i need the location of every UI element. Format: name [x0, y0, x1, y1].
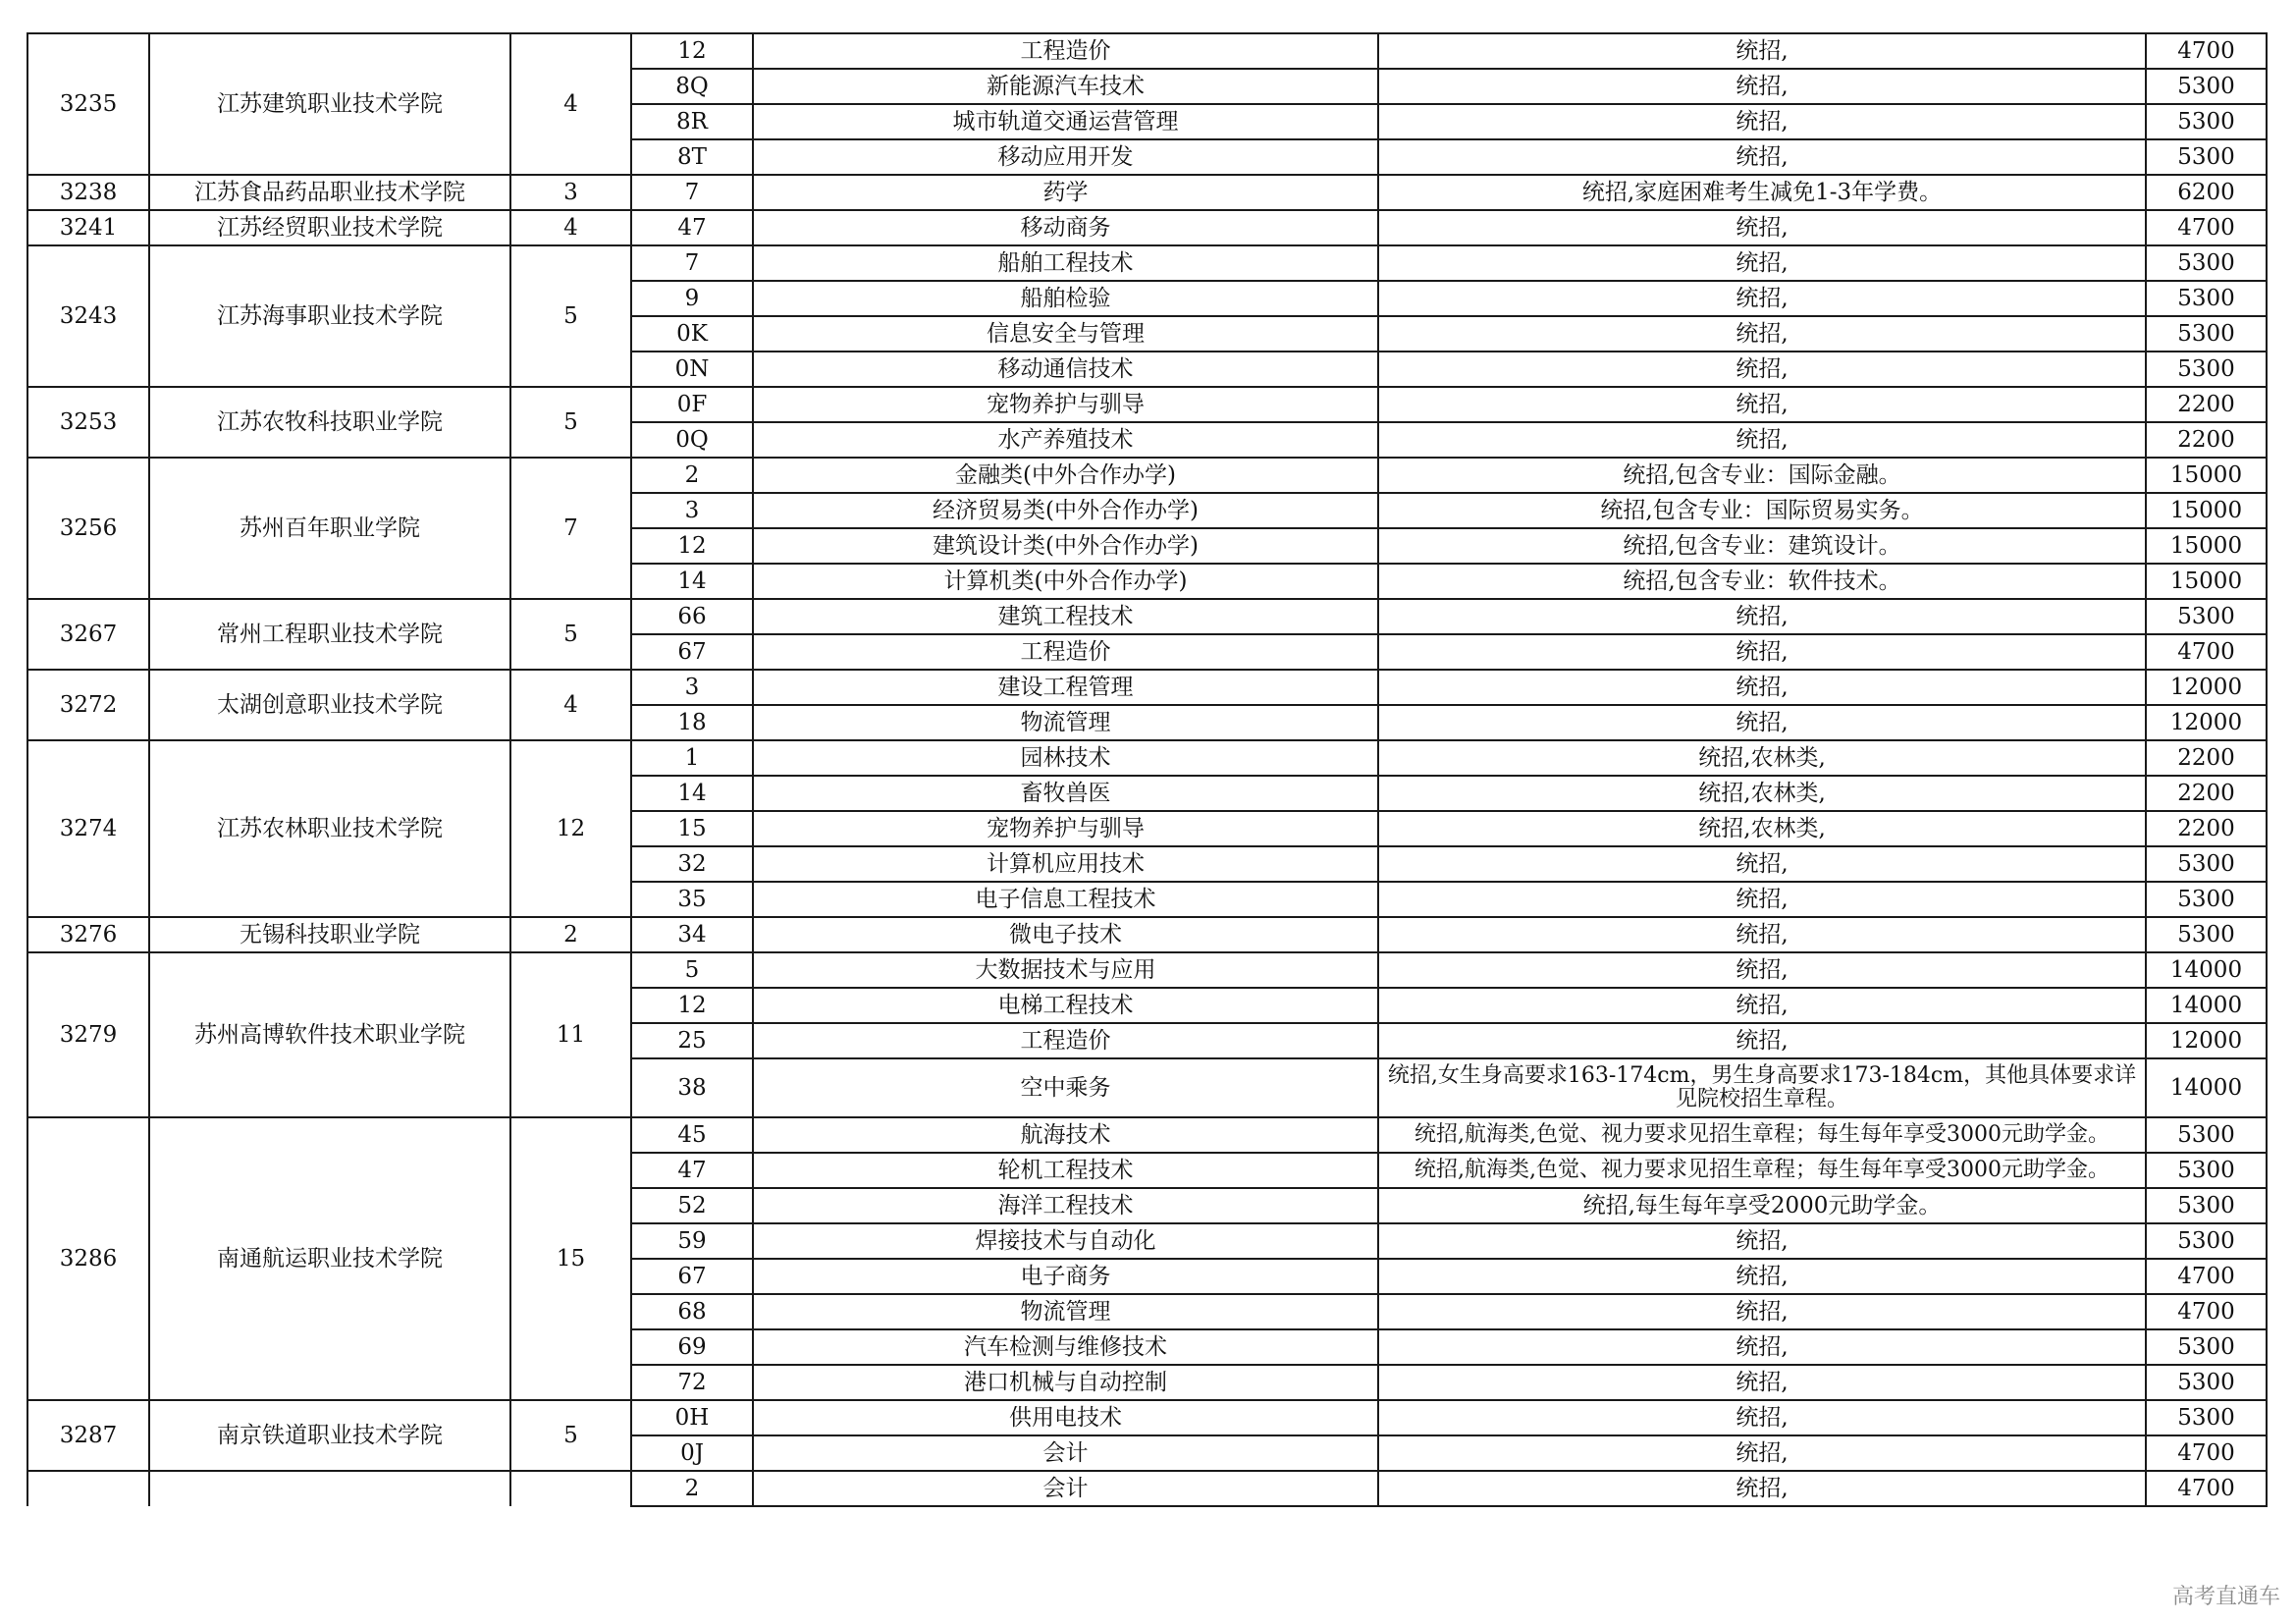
note-cell: 统招, — [1378, 634, 2146, 670]
fee-cell: 5300 — [2146, 352, 2267, 387]
watermark: 高考直通车 — [2171, 1585, 2280, 1609]
plan-count-cell: 15 — [510, 1117, 631, 1400]
major-code-cell: 8T — [631, 139, 753, 175]
major-name-cell: 海洋工程技术 — [753, 1188, 1378, 1223]
fee-cell: 15000 — [2146, 458, 2267, 493]
note-cell: 统招,包含专业：建筑设计。 — [1378, 528, 2146, 564]
plan-count-cell — [510, 1471, 631, 1506]
major-code-cell: 0H — [631, 1400, 753, 1435]
fee-cell: 12000 — [2146, 705, 2267, 740]
fee-cell: 4700 — [2146, 1435, 2267, 1471]
note-cell: 统招, — [1378, 387, 2146, 422]
plan-count-cell: 5 — [510, 599, 631, 670]
school-code-cell: 3243 — [27, 245, 149, 387]
school-code-cell: 3287 — [27, 1400, 149, 1471]
major-name-cell: 园林技术 — [753, 740, 1378, 776]
fee-cell: 5300 — [2146, 1365, 2267, 1400]
table-row — [27, 599, 2267, 634]
note-cell: 统招, — [1378, 1259, 2146, 1294]
major-name-cell: 轮机工程技术 — [753, 1153, 1378, 1188]
major-code-cell: 32 — [631, 846, 753, 882]
major-code-cell: 2 — [631, 1471, 753, 1506]
major-code-cell: 38 — [631, 1058, 753, 1117]
major-code-cell: 7 — [631, 175, 753, 210]
table-body — [27, 33, 2267, 1506]
major-name-cell: 航海技术 — [753, 1117, 1378, 1153]
major-code-cell: 69 — [631, 1329, 753, 1365]
major-code-cell: 12 — [631, 33, 753, 69]
major-code-cell: 0F — [631, 387, 753, 422]
major-name-cell: 物流管理 — [753, 1294, 1378, 1329]
fee-cell: 4700 — [2146, 1294, 2267, 1329]
major-name-cell: 新能源汽车技术 — [753, 69, 1378, 104]
note-cell: 统招, — [1378, 705, 2146, 740]
fee-cell: 5300 — [2146, 599, 2267, 634]
table-row — [27, 1117, 2267, 1153]
major-name-cell: 汽车检测与维修技术 — [753, 1329, 1378, 1365]
major-code-cell: 0Q — [631, 422, 753, 458]
major-code-cell: 59 — [631, 1223, 753, 1259]
school-name-cell: 江苏农林职业技术学院 — [149, 740, 510, 917]
note-cell: 统招, — [1378, 210, 2146, 245]
major-code-cell: 0J — [631, 1435, 753, 1471]
fee-cell: 5300 — [2146, 1117, 2267, 1153]
major-code-cell: 9 — [631, 281, 753, 316]
school-code-cell: 3235 — [27, 33, 149, 175]
school-name-cell: 南通航运职业技术学院 — [149, 1117, 510, 1400]
fee-cell: 14000 — [2146, 952, 2267, 988]
note-cell: 统招, — [1378, 670, 2146, 705]
fee-cell: 5300 — [2146, 846, 2267, 882]
note-cell: 统招, — [1378, 33, 2146, 69]
major-code-cell: 67 — [631, 1259, 753, 1294]
major-name-cell: 物流管理 — [753, 705, 1378, 740]
school-name-cell: 苏州高博软件技术职业学院 — [149, 952, 510, 1117]
major-name-cell: 建筑设计类(中外合作办学) — [753, 528, 1378, 564]
plan-count-cell: 2 — [510, 917, 631, 952]
table-row — [27, 1400, 2267, 1435]
school-name-cell: 常州工程职业技术学院 — [149, 599, 510, 670]
note-cell: 统招, — [1378, 917, 2146, 952]
note-cell: 统招,农林类, — [1378, 740, 2146, 776]
major-code-cell: 15 — [631, 811, 753, 846]
fee-cell: 15000 — [2146, 528, 2267, 564]
school-name-cell: 江苏食品药品职业技术学院 — [149, 175, 510, 210]
note-cell: 统招,农林类, — [1378, 776, 2146, 811]
fee-cell: 14000 — [2146, 988, 2267, 1023]
plan-count-cell: 12 — [510, 740, 631, 917]
note-cell: 统招, — [1378, 1400, 2146, 1435]
admission-plan-table — [27, 32, 2268, 1507]
fee-cell: 4700 — [2146, 33, 2267, 69]
note-cell: 统招, — [1378, 139, 2146, 175]
major-code-cell: 12 — [631, 528, 753, 564]
plan-count-cell: 4 — [510, 33, 631, 175]
fee-cell: 2200 — [2146, 422, 2267, 458]
fee-cell: 5300 — [2146, 1223, 2267, 1259]
fee-cell: 15000 — [2146, 564, 2267, 599]
major-name-cell: 电子商务 — [753, 1259, 1378, 1294]
note-cell: 统招, — [1378, 599, 2146, 634]
school-code-cell: 3276 — [27, 917, 149, 952]
major-code-cell: 52 — [631, 1188, 753, 1223]
plan-count-cell: 11 — [510, 952, 631, 1117]
note-cell: 统招, — [1378, 846, 2146, 882]
major-code-cell: 66 — [631, 599, 753, 634]
fee-cell: 12000 — [2146, 1023, 2267, 1058]
note-cell: 统招,女生身高要求163-174cm，男生身高要求173-184cm，其他具体要求详见院校招生章程。 — [1378, 1058, 2146, 1117]
table-row — [27, 210, 2267, 245]
major-name-cell: 移动通信技术 — [753, 352, 1378, 387]
major-code-cell: 47 — [631, 210, 753, 245]
note-cell: 统招, — [1378, 1223, 2146, 1259]
school-name-cell: 江苏建筑职业技术学院 — [149, 33, 510, 175]
major-name-cell: 计算机应用技术 — [753, 846, 1378, 882]
note-cell: 统招, — [1378, 1329, 2146, 1365]
major-name-cell: 电子信息工程技术 — [753, 882, 1378, 917]
major-name-cell: 移动应用开发 — [753, 139, 1378, 175]
fee-cell: 12000 — [2146, 670, 2267, 705]
major-code-cell: 67 — [631, 634, 753, 670]
note-cell: 统招,航海类,色觉、视力要求见招生章程；每生每年享受3000元助学金。 — [1378, 1117, 2146, 1153]
fee-cell: 2200 — [2146, 387, 2267, 422]
school-name-cell: 江苏经贸职业技术学院 — [149, 210, 510, 245]
major-name-cell: 空中乘务 — [753, 1058, 1378, 1117]
major-name-cell: 会计 — [753, 1471, 1378, 1506]
note-cell: 统招, — [1378, 1435, 2146, 1471]
major-code-cell: 2 — [631, 458, 753, 493]
school-code-cell: 3253 — [27, 387, 149, 458]
major-name-cell: 信息安全与管理 — [753, 316, 1378, 352]
note-cell: 统招, — [1378, 1471, 2146, 1506]
major-code-cell: 7 — [631, 245, 753, 281]
school-code-cell: 3279 — [27, 952, 149, 1117]
note-cell: 统招, — [1378, 882, 2146, 917]
fee-cell: 6200 — [2146, 175, 2267, 210]
school-code-cell: 3272 — [27, 670, 149, 740]
school-code-cell — [27, 1471, 149, 1506]
major-name-cell: 宠物养护与驯导 — [753, 387, 1378, 422]
note-cell: 统招,包含专业：国际贸易实务。 — [1378, 493, 2146, 528]
major-code-cell: 35 — [631, 882, 753, 917]
major-name-cell: 会计 — [753, 1435, 1378, 1471]
major-name-cell: 计算机类(中外合作办学) — [753, 564, 1378, 599]
fee-cell: 5300 — [2146, 316, 2267, 352]
major-code-cell: 8R — [631, 104, 753, 139]
school-code-cell: 3274 — [27, 740, 149, 917]
fee-cell: 2200 — [2146, 740, 2267, 776]
school-name-cell — [149, 1471, 510, 1506]
table-row — [27, 917, 2267, 952]
plan-count-cell: 5 — [510, 245, 631, 387]
fee-cell: 5300 — [2146, 1153, 2267, 1188]
note-cell: 统招,每生每年享受2000元助学金。 — [1378, 1188, 2146, 1223]
note-cell: 统招, — [1378, 281, 2146, 316]
table-row — [27, 387, 2267, 422]
note-cell: 统招, — [1378, 104, 2146, 139]
note-cell: 统招, — [1378, 69, 2146, 104]
major-name-cell: 工程造价 — [753, 634, 1378, 670]
fee-cell: 5300 — [2146, 104, 2267, 139]
school-code-cell: 3267 — [27, 599, 149, 670]
school-code-cell: 3286 — [27, 1117, 149, 1400]
major-code-cell: 45 — [631, 1117, 753, 1153]
table-row — [27, 740, 2267, 776]
major-code-cell: 12 — [631, 988, 753, 1023]
major-name-cell: 药学 — [753, 175, 1378, 210]
note-cell: 统招, — [1378, 1023, 2146, 1058]
major-code-cell: 68 — [631, 1294, 753, 1329]
table-row — [27, 1471, 2267, 1506]
fee-cell: 5300 — [2146, 917, 2267, 952]
fee-cell: 5300 — [2146, 1329, 2267, 1365]
major-name-cell: 水产养殖技术 — [753, 422, 1378, 458]
plan-count-cell: 4 — [510, 210, 631, 245]
school-name-cell: 江苏农牧科技职业学院 — [149, 387, 510, 458]
major-name-cell: 移动商务 — [753, 210, 1378, 245]
major-code-cell: 14 — [631, 564, 753, 599]
major-name-cell: 工程造价 — [753, 1023, 1378, 1058]
fee-cell: 4700 — [2146, 1471, 2267, 1506]
fee-cell: 4700 — [2146, 210, 2267, 245]
note-cell: 统招, — [1378, 245, 2146, 281]
table-row — [27, 670, 2267, 705]
plan-count-cell: 5 — [510, 1400, 631, 1471]
school-code-cell: 3238 — [27, 175, 149, 210]
table-row — [27, 458, 2267, 493]
note-cell: 统招,航海类,色觉、视力要求见招生章程；每生每年享受3000元助学金。 — [1378, 1153, 2146, 1188]
major-code-cell: 25 — [631, 1023, 753, 1058]
major-name-cell: 经济贸易类(中外合作办学) — [753, 493, 1378, 528]
major-code-cell: 5 — [631, 952, 753, 988]
fee-cell: 5300 — [2146, 1188, 2267, 1223]
fee-cell: 14000 — [2146, 1058, 2267, 1117]
plan-count-cell: 7 — [510, 458, 631, 599]
note-cell: 统招, — [1378, 422, 2146, 458]
major-code-cell: 0K — [631, 316, 753, 352]
note-cell: 统招,家庭困难考生减免1-3年学费。 — [1378, 175, 2146, 210]
table-row — [27, 952, 2267, 988]
note-cell: 统招, — [1378, 1294, 2146, 1329]
school-code-cell: 3241 — [27, 210, 149, 245]
major-name-cell: 船舶检验 — [753, 281, 1378, 316]
fee-cell: 2200 — [2146, 811, 2267, 846]
table-row — [27, 33, 2267, 69]
school-name-cell: 江苏海事职业技术学院 — [149, 245, 510, 387]
fee-cell: 5300 — [2146, 281, 2267, 316]
note-cell: 统招, — [1378, 1365, 2146, 1400]
major-code-cell: 0N — [631, 352, 753, 387]
fee-cell: 4700 — [2146, 1259, 2267, 1294]
fee-cell: 5300 — [2146, 882, 2267, 917]
note-cell: 统招, — [1378, 952, 2146, 988]
school-name-cell: 太湖创意职业技术学院 — [149, 670, 510, 740]
fee-cell: 5300 — [2146, 1400, 2267, 1435]
major-name-cell: 船舶工程技术 — [753, 245, 1378, 281]
major-code-cell: 72 — [631, 1365, 753, 1400]
fee-cell: 4700 — [2146, 634, 2267, 670]
fee-cell: 5300 — [2146, 139, 2267, 175]
major-name-cell: 建筑工程技术 — [753, 599, 1378, 634]
major-code-cell: 14 — [631, 776, 753, 811]
note-cell: 统招,包含专业：国际金融。 — [1378, 458, 2146, 493]
fee-cell: 15000 — [2146, 493, 2267, 528]
major-name-cell: 金融类(中外合作办学) — [753, 458, 1378, 493]
major-code-cell: 8Q — [631, 69, 753, 104]
major-name-cell: 微电子技术 — [753, 917, 1378, 952]
plan-count-cell: 4 — [510, 670, 631, 740]
major-code-cell: 3 — [631, 493, 753, 528]
school-name-cell: 南京铁道职业技术学院 — [149, 1400, 510, 1471]
major-name-cell: 畜牧兽医 — [753, 776, 1378, 811]
major-name-cell: 城市轨道交通运营管理 — [753, 104, 1378, 139]
fee-cell: 2200 — [2146, 776, 2267, 811]
major-name-cell: 建设工程管理 — [753, 670, 1378, 705]
major-name-cell: 港口机械与自动控制 — [753, 1365, 1378, 1400]
major-name-cell: 宠物养护与驯导 — [753, 811, 1378, 846]
note-cell: 统招, — [1378, 988, 2146, 1023]
plan-count-cell: 3 — [510, 175, 631, 210]
school-name-cell: 苏州百年职业学院 — [149, 458, 510, 599]
note-cell: 统招,包含专业：软件技术。 — [1378, 564, 2146, 599]
note-cell: 统招, — [1378, 352, 2146, 387]
major-name-cell: 焊接技术与自动化 — [753, 1223, 1378, 1259]
table-row — [27, 175, 2267, 210]
major-code-cell: 1 — [631, 740, 753, 776]
major-code-cell: 34 — [631, 917, 753, 952]
major-name-cell: 工程造价 — [753, 33, 1378, 69]
major-name-cell: 供用电技术 — [753, 1400, 1378, 1435]
major-name-cell: 大数据技术与应用 — [753, 952, 1378, 988]
major-code-cell: 47 — [631, 1153, 753, 1188]
major-name-cell: 电梯工程技术 — [753, 988, 1378, 1023]
fee-cell: 5300 — [2146, 245, 2267, 281]
school-name-cell: 无锡科技职业学院 — [149, 917, 510, 952]
school-code-cell: 3256 — [27, 458, 149, 599]
plan-count-cell: 5 — [510, 387, 631, 458]
major-code-cell: 3 — [631, 670, 753, 705]
fee-cell: 5300 — [2146, 69, 2267, 104]
note-cell: 统招,农林类, — [1378, 811, 2146, 846]
major-code-cell: 18 — [631, 705, 753, 740]
table-row — [27, 245, 2267, 281]
note-cell: 统招, — [1378, 316, 2146, 352]
